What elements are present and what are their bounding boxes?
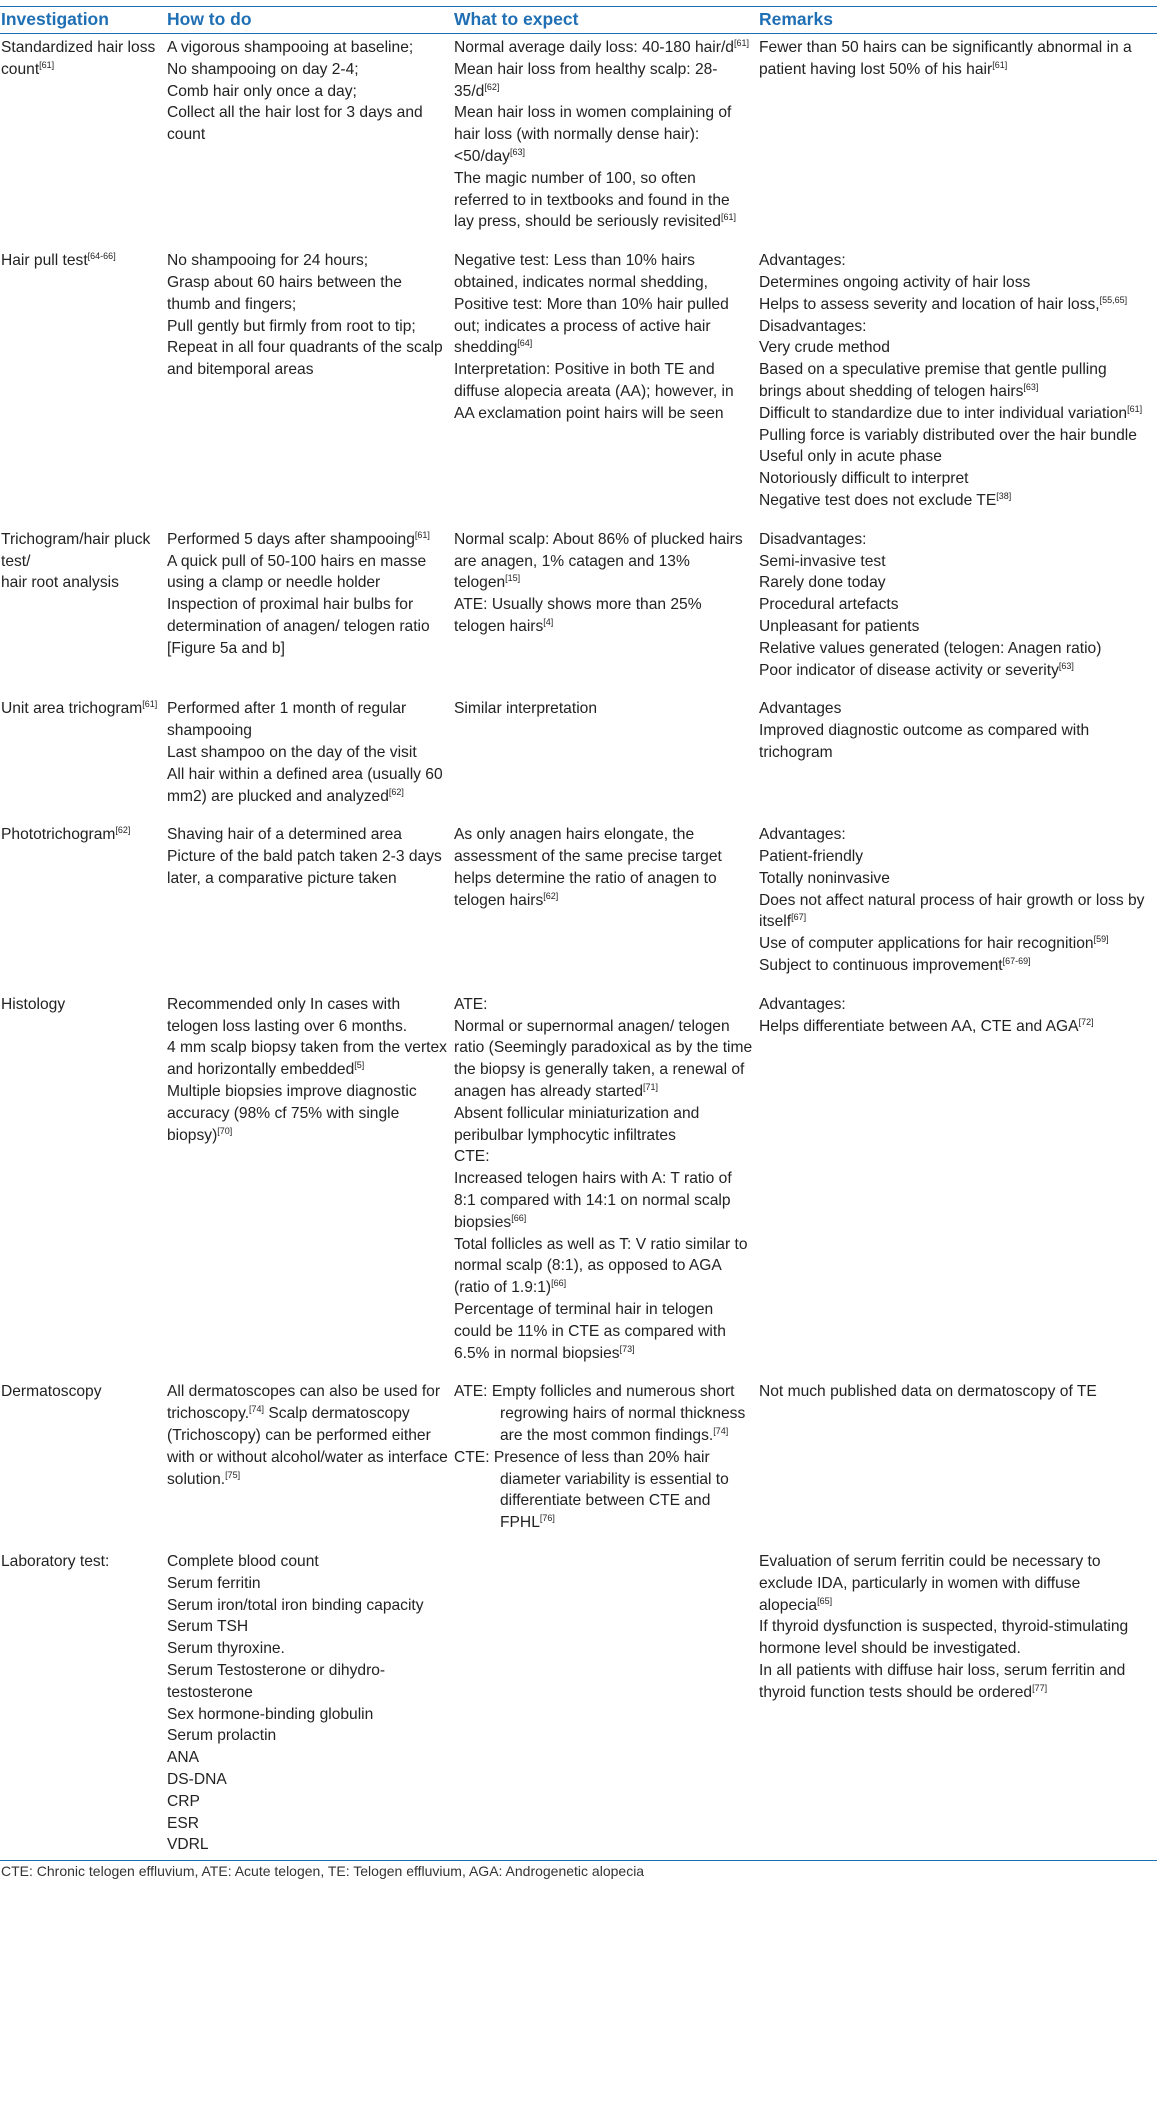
table-row — [0, 526, 1157, 696]
what-to-expect-cell — [454, 991, 759, 1379]
reference-superscript: [75] — [225, 1469, 241, 1480]
cell-line: Last shampoo on the day of the visit — [167, 743, 417, 761]
cell-line: Disadvantages: — [759, 530, 867, 548]
how-to-do-cell — [167, 1378, 454, 1548]
remarks-cell — [759, 695, 1157, 821]
reference-superscript: [5] — [354, 1060, 365, 1071]
cell-line: Poor indicator of disease activity or severity[63] — [759, 660, 1074, 679]
cell-line: Negative test does not exclude TE[38] — [759, 490, 1012, 509]
cell-line: Sex hormone-binding globulin — [167, 1705, 374, 1723]
cell-line: Standardized hair loss count[61] — [1, 39, 156, 78]
reference-superscript: [62] — [543, 890, 559, 901]
reference-superscript: [64] — [517, 338, 533, 349]
cell-line: Percentage of terminal hair in telogen could be 11% in CTE as compared with 6.5% in normal biopsies[73] — [454, 1301, 726, 1362]
cell-line: Advantages: — [759, 252, 846, 270]
how-to-do-cell — [167, 34, 454, 248]
cell-line: Subject to continuous improvement[67-69] — [759, 955, 1031, 975]
reference-superscript: [63] — [509, 146, 525, 157]
cell-line: Serum thyroxine. — [167, 1640, 285, 1658]
reference-superscript: [61] — [720, 212, 736, 223]
what-to-expect-cell — [454, 1378, 759, 1548]
investigation-cell — [0, 991, 167, 1379]
cell-line: Serum ferritin — [167, 1574, 261, 1592]
investigation-cell — [0, 1378, 167, 1548]
cell-line: Comb hair only once a day; — [167, 82, 357, 100]
cell-line: Helps differentiate between AA, CTE and AGA[72] — [759, 1016, 1094, 1035]
table-row — [0, 821, 1157, 991]
cell-line: Similar interpretation — [454, 700, 598, 718]
cell-line: ATE: Usually shows more than 25% telogen hairs[4] — [454, 596, 702, 635]
cell-line: Serum Testosterone or dihydro-testosterone — [167, 1661, 386, 1701]
table-row — [0, 695, 1157, 821]
cell-line: Picture of the bald patch taken 2-3 days later, a comparative picture taken — [167, 848, 442, 887]
cell-line: Total follicles as well as T: V ratio similar to normal scalp (8:1), as opposed to AGA (ratio of 1.9:1)[66] — [454, 1235, 748, 1297]
cell-line: Performed 5 days after shampooing[61] — [167, 529, 430, 548]
reference-superscript: [66] — [511, 1212, 527, 1223]
cell-line: Very crude method — [759, 339, 890, 357]
reference-superscript: [74] — [713, 1425, 729, 1436]
how-to-do-cell — [167, 695, 454, 821]
cell-line: A quick pull of 50-100 hairs en masse using a clamp or needle holder — [167, 552, 427, 592]
reference-superscript: [67-69] — [1002, 955, 1031, 966]
cell-line: Difficult to standardize due to inter individual variation[61] — [759, 403, 1143, 422]
table-row — [0, 247, 1157, 526]
cell-line: ANA — [167, 1749, 200, 1767]
cell-line: Increased telogen hairs with A: T ratio of 8:1 compared with 14:1 on normal scalp biopsies[66] — [454, 1170, 732, 1231]
header-investigation: Investigation — [0, 7, 167, 34]
reference-superscript: [4] — [543, 616, 554, 627]
reference-superscript: [61] — [142, 699, 158, 710]
reference-superscript: [66] — [551, 1278, 567, 1289]
cell-line: Repeat in all four quadrants of the scalp and bitemporal areas — [167, 339, 443, 379]
cell-line: No shampooing for 24 hours; — [167, 252, 369, 270]
table-row — [0, 1548, 1157, 1858]
cell-line: VDRL — [167, 1836, 209, 1854]
investigation-cell — [0, 695, 167, 821]
cell-line: CTE: Presence of less than 20% hair diameter variability is essential to differentiate between CTE and FPHL[76] — [454, 1448, 729, 1532]
what-to-expect-cell — [454, 821, 759, 991]
investigations-table — [0, 6, 1157, 1858]
cell-line: Serum TSH — [167, 1618, 249, 1636]
how-to-do-cell — [167, 991, 454, 1379]
what-to-expect-cell — [454, 526, 759, 696]
cell-line: Evaluation of serum ferritin could be necessary to exclude IDA, particularly in women with diffuse alopecia[65] — [759, 1553, 1101, 1614]
reference-superscript: [62] — [388, 786, 404, 797]
table-row — [0, 1378, 1157, 1548]
cell-line: Inspection of proximal hair bulbs for determination of anagen/ telogen ratio [Figure 5a and b] — [167, 596, 430, 657]
how-to-do-cell — [167, 247, 454, 526]
investigation-cell — [0, 821, 167, 991]
what-to-expect-cell — [454, 34, 759, 248]
reference-superscript: [76] — [539, 1513, 555, 1524]
reference-superscript: [73] — [619, 1343, 635, 1354]
cell-line: Patient-friendly — [759, 848, 864, 866]
cell-line: Mean hair loss in women complaining of hair loss (with normally dense hair): <50/day[63] — [454, 104, 732, 165]
reference-superscript: [61] — [414, 529, 430, 540]
cell-line: Does not affect natural process of hair growth or loss by itself[67] — [759, 891, 1145, 931]
header-how-to-do: How to do — [167, 7, 454, 34]
cell-line: All dermatoscopes can also be used for trichoscopy.[74] Scalp dermatoscopy (Trichoscopy) can be performed either with or without alcohol/water as interface solution.[75] — [167, 1383, 448, 1488]
cell-line: ATE: — [454, 995, 488, 1013]
table-row — [0, 991, 1157, 1379]
cell-line: Positive test: More than 10% hair pulled out; indicates a process of active hair shedding[64] — [454, 295, 729, 357]
investigation-cell — [0, 247, 167, 526]
remarks-cell — [759, 821, 1157, 991]
cell-line: Totally noninvasive — [759, 869, 890, 887]
remarks-cell — [759, 526, 1157, 696]
cell-line: Complete blood count — [167, 1553, 319, 1570]
header-remarks: Remarks — [759, 7, 1157, 34]
cell-line: ESR — [167, 1814, 200, 1832]
cell-line: In all patients with diffuse hair loss, serum ferritin and thyroid function tests should be ordered[77] — [759, 1661, 1126, 1701]
cell-line: hair root analysis — [1, 574, 119, 592]
cell-line: No shampooing on day 2-4; — [167, 60, 359, 78]
reference-superscript: [74] — [249, 1404, 265, 1415]
remarks-cell — [759, 34, 1157, 248]
investigation-cell — [0, 1548, 167, 1858]
cell-line: Advantages: — [759, 995, 846, 1013]
table-footnote: CTE: Chronic telogen effluvium, ATE: Acute telogen, TE: Telogen effluvium, AGA: Androgenetic alopecia — [1, 1863, 645, 1879]
reference-superscript: [61] — [992, 59, 1008, 70]
cell-line: Dermatoscopy — [1, 1383, 102, 1401]
reference-superscript: [59] — [1093, 934, 1109, 945]
cell-line: CTE: — [454, 1148, 490, 1166]
cell-line: Pull gently but firmly from root to tip; — [167, 317, 416, 335]
cell-line: Mean hair loss from healthy scalp: 28-35/d[62] — [454, 60, 718, 100]
cell-line: Determines ongoing activity of hair loss — [759, 273, 1031, 291]
cell-line: Laboratory test: — [1, 1553, 110, 1570]
cell-line: Trichogram/hair pluck test/ — [1, 530, 151, 570]
cell-line: Grasp about 60 hairs between the thumb and fingers; — [167, 273, 402, 313]
cell-line: Serum iron/total iron binding capacity — [167, 1596, 424, 1614]
how-to-do-cell — [167, 821, 454, 991]
cell-line: Rarely done today — [759, 574, 886, 592]
how-to-do-cell — [167, 526, 454, 696]
cell-line: ATE: Empty follicles and numerous short regrowing hairs of normal thickness are the most common findings.[74] — [454, 1383, 746, 1445]
cell-line: Collect all the hair lost for 3 days and count — [167, 104, 423, 144]
header-what-to-expect: What to expect — [454, 7, 759, 34]
cell-line: Helps to assess severity and location of hair loss,[55,65] — [759, 294, 1128, 313]
cell-line: Interpretation: Positive in both TE and diffuse alopecia areata (AA); however, in AA exclamation point hairs will be seen — [454, 361, 734, 422]
table-bottom-rule — [0, 1860, 1157, 1861]
remarks-cell — [759, 1548, 1157, 1858]
reference-superscript: [61] — [1127, 403, 1143, 414]
reference-superscript: [77] — [1032, 1682, 1048, 1693]
cell-line: Not much published data on dermatoscopy of TE — [759, 1383, 1097, 1401]
cell-line: Negative test: Less than 10% hairs obtained, indicates normal shedding, — [454, 252, 708, 291]
cell-line: Improved diagnostic outcome as compared with trichogram — [759, 722, 1090, 761]
cell-line: Fewer than 50 hairs can be significantly abnormal in a patient having lost 50% of his hair[61] — [759, 39, 1132, 78]
investigation-cell — [0, 34, 167, 248]
cell-line: The magic number of 100, so often referred to in textbooks and found in the lay press, should be seriously revisited[61] — [454, 169, 736, 231]
reference-superscript: [72] — [1078, 1016, 1094, 1027]
cell-line: If thyroid dysfunction is suspected, thyroid-stimulating hormone level should be investigated. — [759, 1618, 1129, 1658]
cell-line: Performed after 1 month of regular shampooing — [167, 700, 407, 740]
table-row — [0, 34, 1157, 248]
cell-line: Relative values generated (telogen: Anagen ratio) — [759, 639, 1102, 657]
cell-line: Disadvantages: — [759, 317, 867, 335]
reference-superscript: [63] — [1058, 660, 1074, 671]
cell-line: Semi-invasive test — [759, 552, 886, 570]
cell-line: Pulling force is variably distributed over the hair bundle — [759, 426, 1137, 444]
cell-line: Recommended only In cases with telogen loss lasting over 6 months. — [167, 995, 408, 1035]
cell-line: Notoriously difficult to interpret — [759, 470, 969, 488]
reference-superscript: [71] — [643, 1081, 659, 1092]
reference-superscript: [63] — [1023, 381, 1039, 392]
reference-superscript: [61] — [39, 59, 55, 70]
cell-line: Unit area trichogram[61] — [1, 699, 158, 718]
reference-superscript: [62] — [484, 81, 500, 92]
cell-line: Advantages — [759, 700, 842, 718]
how-to-do-cell — [167, 1548, 454, 1858]
what-to-expect-cell — [454, 1548, 759, 1858]
what-to-expect-cell — [454, 695, 759, 821]
cell-line: Hair pull test[64-66] — [1, 250, 116, 270]
remarks-cell — [759, 991, 1157, 1379]
cell-line: Histology — [1, 995, 66, 1013]
cell-line: Unpleasant for patients — [759, 617, 920, 635]
reference-superscript: [70] — [217, 1125, 233, 1136]
reference-superscript: [15] — [505, 573, 521, 584]
reference-superscript: [38] — [996, 490, 1012, 501]
cell-line: Normal scalp: About 86% of plucked hairs are anagen, 1% catagen and 13% telogen[15] — [454, 530, 743, 592]
cell-line: Phototrichogram[62] — [1, 825, 131, 844]
cell-line: Absent follicular miniaturization and peribulbar lymphocytic infiltrates — [454, 1104, 700, 1144]
reference-superscript: [61] — [733, 37, 749, 48]
cell-line: A vigorous shampooing at baseline; — [167, 39, 414, 56]
remarks-cell — [759, 1378, 1157, 1548]
cell-line: Normal average daily loss: 40-180 hair/d[61] — [454, 37, 749, 56]
investigation-cell — [0, 526, 167, 696]
cell-line: Procedural artefacts — [759, 596, 899, 614]
reference-superscript: [62] — [115, 825, 131, 836]
cell-line: Useful only in acute phase — [759, 448, 942, 466]
reference-superscript: [65] — [817, 1595, 833, 1606]
cell-line: DS-DNA — [167, 1770, 227, 1788]
header-row — [0, 7, 1157, 34]
cell-line: Based on a speculative premise that gentle pulling brings about shedding of telogen hairs[63] — [759, 361, 1107, 400]
cell-line: Use of computer applications for hair recognition[59] — [759, 934, 1109, 953]
remarks-cell — [759, 247, 1157, 526]
cell-line: Normal or supernormal anagen/ telogen ratio (Seemingly paradoxical as by the time the biopsy is generally taken, a renewal of anagen has already started[71] — [454, 1017, 753, 1101]
cell-line: Serum prolactin — [167, 1727, 277, 1745]
reference-superscript: [55,65] — [1099, 294, 1128, 305]
cell-line: As only anagen hairs elongate, the assessment of the same precise target helps determine the ratio of anagen to telogen hairs[62] — [454, 826, 722, 909]
reference-superscript: [67] — [791, 912, 807, 923]
what-to-expect-cell — [454, 247, 759, 526]
cell-line: Advantages: — [759, 826, 846, 844]
cell-line: Multiple biopsies improve diagnostic accuracy (98% cf 75% with single biopsy)[70] — [167, 1083, 417, 1144]
cell-line: Shaving hair of a determined area — [167, 826, 402, 844]
reference-superscript: [64-66] — [87, 250, 116, 261]
cell-line: All hair within a defined area (usually 60 mm2) are plucked and analyzed[62] — [167, 765, 443, 805]
cell-line: CRP — [167, 1792, 200, 1810]
cell-line: 4 mm scalp biopsy taken from the vertex and horizontally embedded[5] — [167, 1039, 447, 1079]
